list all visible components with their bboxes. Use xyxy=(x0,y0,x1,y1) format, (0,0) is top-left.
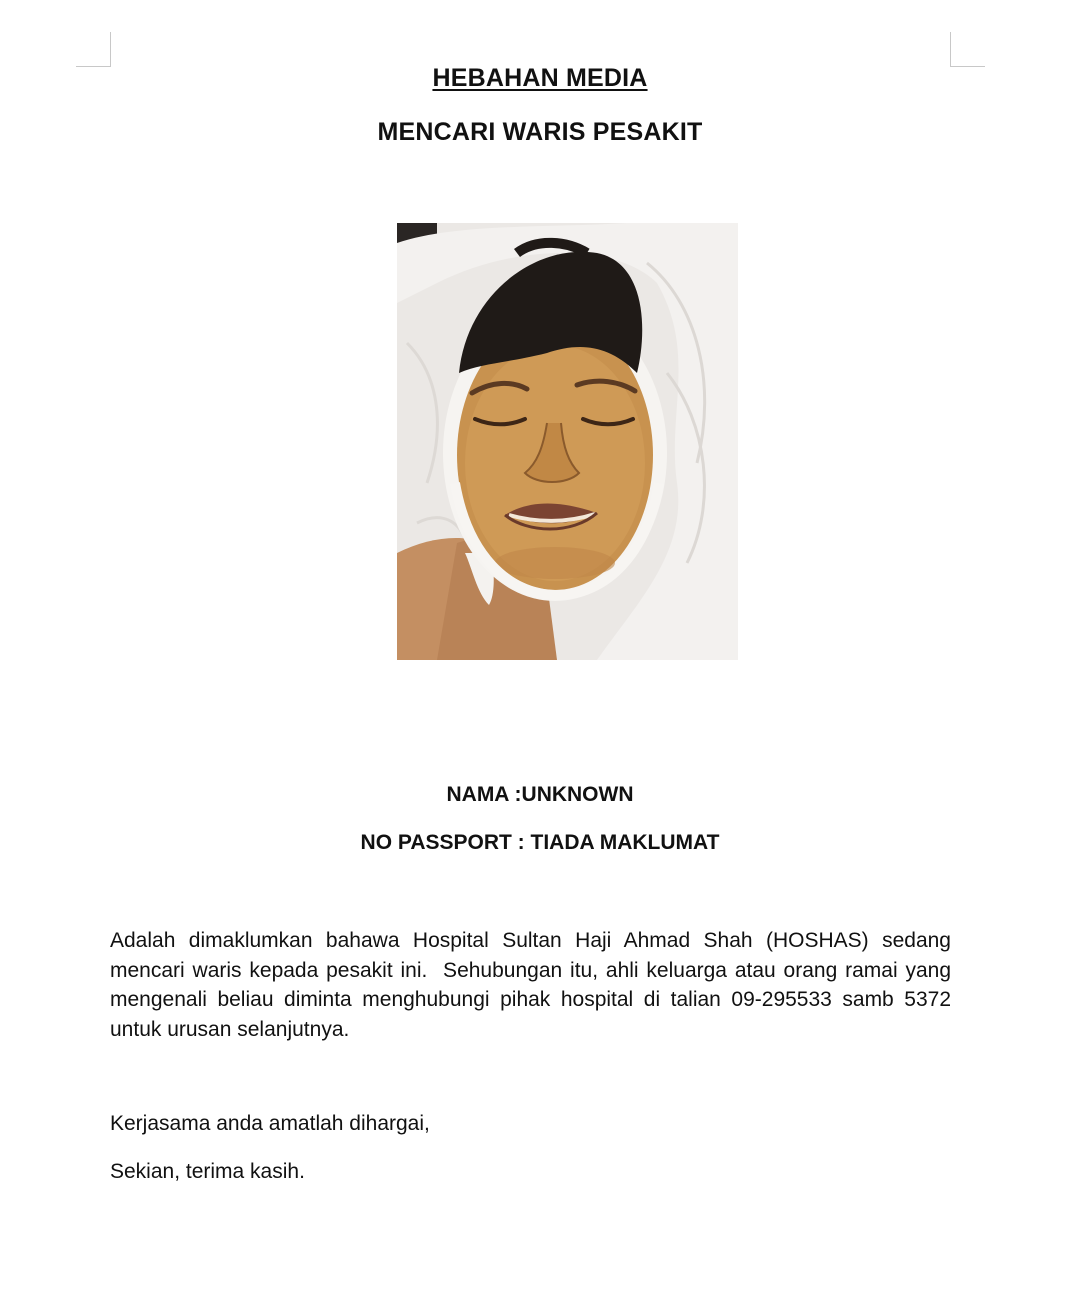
closing-line-thanks: Sekian, terima kasih. xyxy=(110,1160,305,1183)
closing-line-appreciation: Kerjasama anda amatlah dihargai, xyxy=(110,1112,430,1135)
document-title xyxy=(0,64,1080,93)
patient-name: NAMA :UNKNOWN xyxy=(446,783,634,806)
page-corner-mark-top-right xyxy=(950,32,985,67)
announcement-paragraph: Adalah dimaklumkan bahawa Hospital Sultan Haji Ahmad Shah (HOSHAS) sedang mencari waris kepada pesakit ini. Sehubungan itu, ahli keluarga atau orang ramai yang mengenali beliau diminta menghubungi pihak hospital di talian 09-295533 samb 5372 untuk urusan selanjutnya. xyxy=(110,929,957,1042)
patient-photo xyxy=(397,223,738,660)
page-corner-mark-top-left xyxy=(76,32,111,67)
document-title-text: HEBAHAN MEDIA xyxy=(432,64,648,92)
document-subtitle: MENCARI WARIS PESAKIT xyxy=(377,118,703,146)
patient-passport: NO PASSPORT : TIADA MAKLUMAT xyxy=(360,831,720,854)
